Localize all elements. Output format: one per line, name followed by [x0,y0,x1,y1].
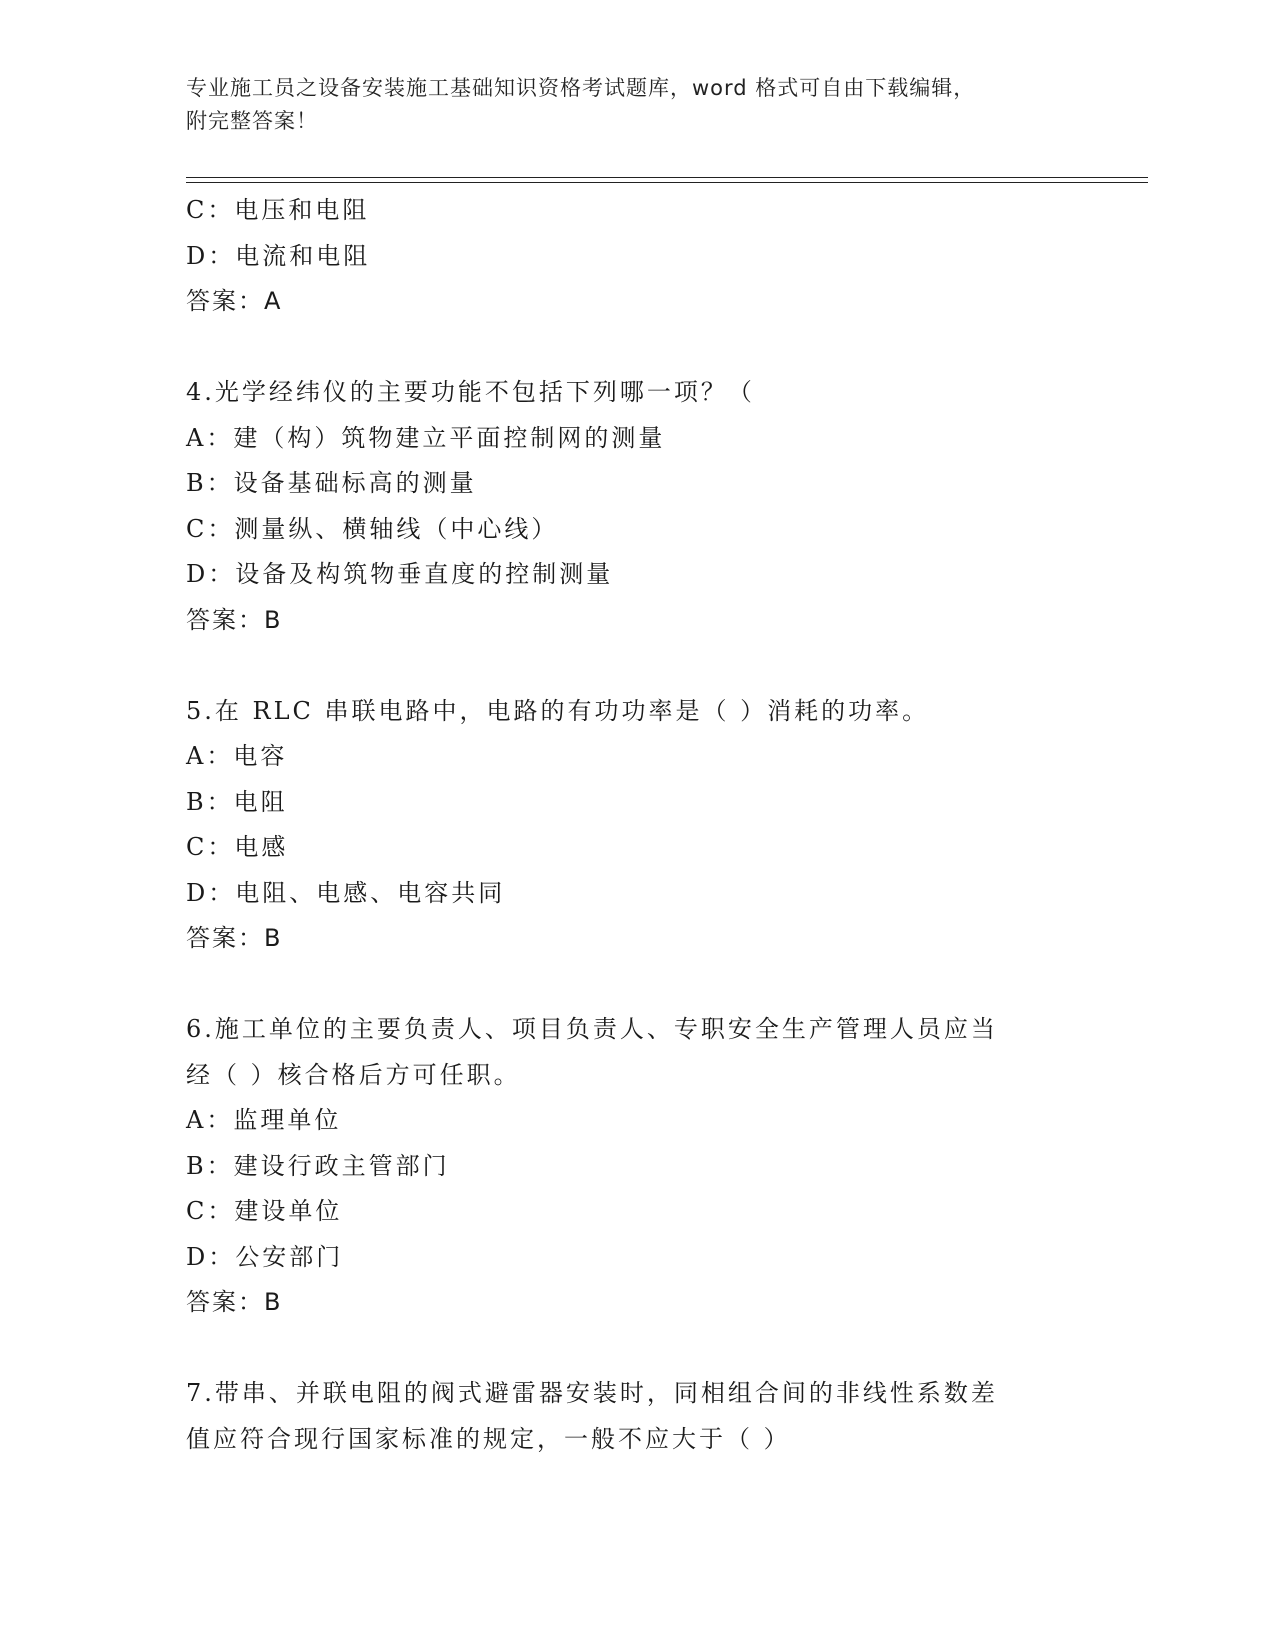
option-b: B：设备基础标高的测量 [186,469,477,497]
question-text-line-1: 6.施工单位的主要负责人、项目负责人、专职安全生产管理人员应当 [186,1015,998,1043]
document-header [186,72,1066,138]
question-text-line-2: 经（ ）核合格后方可任职。 [186,1060,521,1089]
header-line-1: 专业施工员之设备安装施工基础知识资格考试题库，word 格式可自由下载编辑， [186,76,976,100]
question-text-line-1: 7.带串、并联电阻的阀式避雷器安装时，同相组合间的非线性系数差 [186,1379,998,1407]
option-c: C：电感 [186,833,289,861]
spacer [186,325,1086,371]
option-c: C：电压和电阻 [186,196,370,224]
question-text: 5.在 RLC 串联电路中，电路的有功功率是（ ）消耗的功率。 [186,696,930,725]
question-5 [186,689,1086,962]
answer: 答案：B [186,924,283,952]
question-text: 4.光学经纬仪的主要功能不包括下列哪一项？（ [186,378,755,406]
option-d: D：电流和电阻 [186,241,371,270]
question-3 [186,188,1086,325]
spacer [186,643,1086,689]
option-d: D：电阻、电感、电容共同 [186,878,506,907]
answer: 答案：B [186,1288,283,1316]
option-d: D：设备及构筑物垂直度的控制测量 [186,560,614,588]
header-divider-bottom [186,182,1148,183]
answer: 答案：B [186,605,283,634]
option-c: C：测量纵、横轴线（中心线） [186,514,559,543]
answer: 答案：A [186,287,283,315]
question-4 [186,370,1086,643]
option-a: A：建（构）筑物建立平面控制网的测量 [186,423,666,452]
question-list [186,188,1086,1462]
question-7 [186,1371,1086,1462]
header-divider-top [186,177,1148,178]
option-a: A：监理单位 [186,1106,342,1134]
option-b: B：建设行政主管部门 [186,1151,450,1180]
option-d: D：公安部门 [186,1242,344,1271]
option-b: B：电阻 [186,787,288,816]
option-a: A：电容 [186,742,288,770]
header-line-2: 附完整答案！ [186,109,318,133]
question-text-line-2: 值应符合现行国家标准的规定，一般不应大于（ ） [186,1424,791,1453]
spacer [186,1326,1086,1372]
spacer [186,962,1086,1008]
question-6 [186,1007,1086,1326]
option-c: C：建设单位 [186,1197,343,1225]
